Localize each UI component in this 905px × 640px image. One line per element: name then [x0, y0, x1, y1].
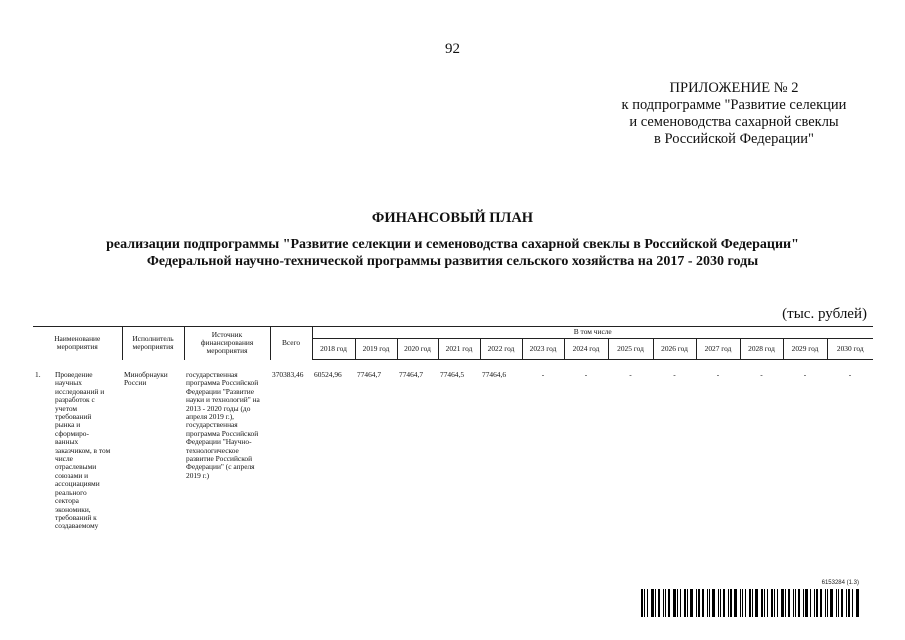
- barcode-block: [641, 580, 867, 617]
- header-year: 2023 год: [522, 339, 564, 360]
- header-total: Всего: [270, 327, 312, 360]
- barcode-bar: [830, 589, 833, 617]
- barcode-bar: [827, 589, 828, 617]
- barcode-bar: [641, 589, 643, 617]
- year-value-cell: -: [760, 370, 763, 379]
- units-label: (тыс. рублей): [782, 306, 867, 322]
- year-value-cell: 77464,7: [357, 370, 382, 379]
- barcode-bar: [673, 589, 676, 617]
- barcode-bar: [755, 589, 758, 617]
- header-year: 2019 год: [355, 339, 397, 360]
- barcode-bar: [712, 589, 715, 617]
- document-title: ФИНАНСОВЫЙ ПЛАН: [371, 210, 534, 226]
- barcode-bar: [752, 589, 753, 617]
- barcode-bar: [749, 589, 751, 617]
- barcode-image: [641, 589, 867, 617]
- barcode-bar: [856, 589, 859, 617]
- barcode-bar: [793, 589, 794, 617]
- year-value-cell: -: [541, 370, 545, 379]
- header-year: 2026 год: [653, 339, 696, 360]
- barcode-bar: [680, 589, 681, 617]
- barcode-bar: [742, 589, 743, 617]
- barcode-bar: [852, 589, 853, 617]
- header-executor: Исполнитель мероприятия: [122, 327, 184, 360]
- barcode-bar: [723, 589, 725, 617]
- barcode-bar: [820, 589, 822, 617]
- subtitle-line-2: Федеральной научно-технической программы развития сельского хозяйства на 2017 - 2030 годы: [146, 254, 759, 269]
- barcode-bar: [764, 589, 765, 617]
- barcode-bar: [767, 589, 768, 617]
- barcode-bar: [803, 589, 804, 617]
- row-index: 1.: [35, 370, 41, 379]
- barcode-bar: [644, 589, 645, 617]
- year-value-cell: -: [673, 370, 676, 379]
- barcode-bar: [718, 589, 719, 617]
- barcode-bar: [805, 589, 808, 617]
- barcode-bar: [663, 589, 664, 617]
- barcode-bar: [816, 589, 818, 617]
- header-including: В том числе: [312, 327, 873, 339]
- barcode-bar: [781, 589, 784, 617]
- barcode-bar: [745, 589, 746, 617]
- year-value-cell: 77464,5: [440, 370, 465, 379]
- barcode-bar: [658, 589, 660, 617]
- barcode-bar: [810, 589, 811, 617]
- barcode-bar: [846, 589, 847, 617]
- barcode-bar: [838, 589, 839, 617]
- barcode-bar: [774, 589, 775, 617]
- header-activity: Наименование мероприятия: [33, 327, 122, 360]
- header-year: 2030 год: [827, 339, 873, 360]
- header-year: 2027 год: [696, 339, 740, 360]
- header-year: 2018 год: [312, 339, 355, 360]
- page-number: 92: [445, 41, 460, 57]
- barcode-bar: [696, 589, 697, 617]
- header-year: 2025 год: [608, 339, 653, 360]
- barcode-bar: [795, 589, 796, 617]
- financial-plan-table: [33, 326, 873, 531]
- barcode-label: 6153284 (1.3): [821, 580, 859, 586]
- barcode-bar: [848, 589, 850, 617]
- year-value-cell: -: [629, 370, 632, 379]
- barcode-bar: [841, 589, 843, 617]
- source-cell: государственная программа Российской Федерации "Развитие науки и технологий" на 2013 - 2020 годы (до апреля 2019 г.), государственная программа Российской Федерации "Научно-технологическое развитие Российской Федерации" (с апреля 2019 г.): [186, 370, 260, 480]
- barcode-bar: [668, 589, 670, 617]
- barcode-bar: [836, 589, 837, 617]
- appendix-line: в Российской Федерации": [654, 131, 814, 147]
- header-year: 2020 год: [397, 339, 438, 360]
- total-cell: 370383,46: [272, 370, 304, 379]
- barcode-bar: [707, 589, 708, 617]
- executor-cell: Минобрнауки России: [124, 370, 168, 388]
- barcode-bar: [798, 589, 800, 617]
- barcode-bar: [771, 589, 773, 617]
- header-year: 2029 год: [783, 339, 827, 360]
- barcode-bar: [684, 589, 686, 617]
- barcode-bar: [730, 589, 732, 617]
- year-value-cell: -: [584, 370, 588, 379]
- barcode-bar: [709, 589, 710, 617]
- header-year: 2021 год: [438, 339, 480, 360]
- year-value-cell: 60524,96: [314, 370, 342, 379]
- appendix-block: [609, 80, 859, 148]
- barcode-bar: [698, 589, 700, 617]
- activity-cell: [33, 371, 122, 531]
- subtitle-line-1: реализации подпрограммы "Развитие селекции и семеноводства сахарной свеклы в Российской Федерации": [106, 237, 799, 252]
- table-row: [33, 371, 873, 531]
- appendix-line: к подпрограмме "Развитие селекции: [621, 97, 847, 113]
- barcode-bar: [740, 589, 741, 617]
- barcode-bar: [665, 589, 666, 617]
- appendix-line: и семеноводства сахарной свеклы: [629, 114, 839, 130]
- header-year: 2022 год: [480, 339, 522, 360]
- year-value-cell: -: [803, 370, 807, 379]
- barcode-bar: [655, 589, 656, 617]
- barcode-bar: [777, 589, 778, 617]
- barcode-bar: [702, 589, 704, 617]
- barcode-bar: [647, 589, 648, 617]
- barcode-bar: [785, 589, 786, 617]
- year-value-cell: -: [716, 370, 720, 379]
- header-year: 2028 год: [740, 339, 783, 360]
- year-value-cell: 77464,6: [482, 370, 507, 379]
- barcode-bar: [651, 589, 654, 617]
- header-year: 2024 год: [564, 339, 608, 360]
- barcode-bar: [728, 589, 729, 617]
- barcode-bar: [687, 589, 688, 617]
- barcode-bar: [720, 589, 721, 617]
- barcode-bar: [761, 589, 763, 617]
- year-value-cell: -: [848, 370, 852, 379]
- barcode-bar: [788, 589, 790, 617]
- header-source: Источник финансирования мероприятия: [184, 327, 270, 360]
- year-value-cell: 77464,7: [399, 370, 424, 379]
- barcode-bar: [825, 589, 826, 617]
- barcode-bar: [690, 589, 693, 617]
- activity-text: Проведение научных исследований и разработок с учетом требований рынка и сформиро-ванных заказчиком, в том числе отраслевыми союзами и ассоциациями реального сектора экономики, требований к создаваемому: [55, 370, 111, 531]
- appendix-line: ПРИЛОЖЕНИЕ № 2: [669, 80, 799, 96]
- barcode-bar: [734, 589, 737, 617]
- document-subtitle: [0, 236, 905, 270]
- barcode-bar: [814, 589, 815, 617]
- barcode-bar: [677, 589, 678, 617]
